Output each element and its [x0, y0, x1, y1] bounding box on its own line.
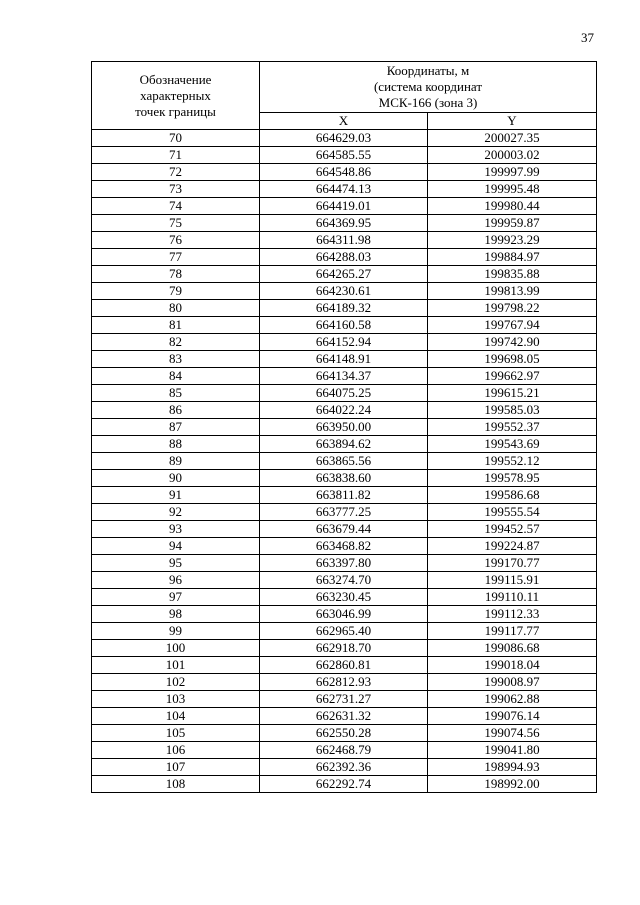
- y-coordinate-cell: 199959.87: [428, 215, 597, 232]
- y-coordinate-cell: 199452.57: [428, 521, 597, 538]
- y-coordinate-cell: 199008.97: [428, 674, 597, 691]
- y-coordinate-cell: 198994.93: [428, 759, 597, 776]
- y-coordinate-cell: 199835.88: [428, 266, 597, 283]
- coordinates-table: [91, 61, 597, 793]
- point-number-cell: 77: [92, 249, 260, 266]
- x-coordinate-cell: 663046.99: [260, 606, 428, 623]
- x-coordinate-cell: 663811.82: [260, 487, 428, 504]
- point-number-cell: 89: [92, 453, 260, 470]
- x-coordinate-cell: 662631.32: [260, 708, 428, 725]
- table-row: [92, 317, 597, 334]
- point-number-cell: 102: [92, 674, 260, 691]
- coordinates-header: [260, 62, 597, 113]
- point-number-cell: 96: [92, 572, 260, 589]
- table-row: [92, 776, 597, 793]
- table-row: [92, 283, 597, 300]
- table-row: [92, 385, 597, 402]
- point-header-line: точек границы: [135, 103, 216, 119]
- table-row: [92, 453, 597, 470]
- table-body: [92, 130, 597, 793]
- point-number-cell: 87: [92, 419, 260, 436]
- point-number-cell: 93: [92, 521, 260, 538]
- table-row: [92, 742, 597, 759]
- x-coordinate-cell: 663865.56: [260, 453, 428, 470]
- y-coordinate-cell: 199578.95: [428, 470, 597, 487]
- x-coordinate-cell: 663679.44: [260, 521, 428, 538]
- y-coordinate-cell: 199585.03: [428, 402, 597, 419]
- point-number-cell: 74: [92, 198, 260, 215]
- table-row: [92, 725, 597, 742]
- table-row: [92, 181, 597, 198]
- point-number-cell: 80: [92, 300, 260, 317]
- point-number-cell: 104: [92, 708, 260, 725]
- y-coordinate-cell: 199662.97: [428, 368, 597, 385]
- table-row: [92, 368, 597, 385]
- table-row: [92, 555, 597, 572]
- x-coordinate-cell: 662812.93: [260, 674, 428, 691]
- y-coordinate-cell: 199555.54: [428, 504, 597, 521]
- point-number-cell: 106: [92, 742, 260, 759]
- y-coordinate-cell: 199115.91: [428, 572, 597, 589]
- y-coordinate-cell: 199884.97: [428, 249, 597, 266]
- x-coordinate-cell: 662468.79: [260, 742, 428, 759]
- table-row: [92, 232, 597, 249]
- table-row: [92, 572, 597, 589]
- table-row: [92, 674, 597, 691]
- table-row: [92, 623, 597, 640]
- y-coordinate-cell: 199062.88: [428, 691, 597, 708]
- x-coordinate-cell: 664022.24: [260, 402, 428, 419]
- x-coordinate-cell: 664160.58: [260, 317, 428, 334]
- x-coordinate-cell: 664134.37: [260, 368, 428, 385]
- x-coordinate-cell: 663468.82: [260, 538, 428, 555]
- point-number-cell: 78: [92, 266, 260, 283]
- y-coordinate-cell: 199798.22: [428, 300, 597, 317]
- x-coordinate-cell: 663274.70: [260, 572, 428, 589]
- x-coordinate-cell: 664152.94: [260, 334, 428, 351]
- x-coordinate-cell: 664474.13: [260, 181, 428, 198]
- point-number-cell: 84: [92, 368, 260, 385]
- point-number-cell: 83: [92, 351, 260, 368]
- x-coordinate-cell: 663950.00: [260, 419, 428, 436]
- table-row: [92, 759, 597, 776]
- point-number-cell: 79: [92, 283, 260, 300]
- table-row: [92, 419, 597, 436]
- table-row: [92, 147, 597, 164]
- table-row: [92, 266, 597, 283]
- x-coordinate-cell: 662550.28: [260, 725, 428, 742]
- point-number-cell: 76: [92, 232, 260, 249]
- y-coordinate-cell: 199112.33: [428, 606, 597, 623]
- y-column-header: Y: [428, 113, 597, 130]
- coord-header-line: (система координат: [373, 79, 483, 94]
- point-number-cell: 100: [92, 640, 260, 657]
- x-coordinate-cell: 662918.70: [260, 640, 428, 657]
- point-header-line: характерных: [140, 87, 211, 103]
- y-coordinate-cell: 199615.21: [428, 385, 597, 402]
- point-number-cell: 99: [92, 623, 260, 640]
- page-number: 37: [581, 30, 594, 45]
- point-number-cell: 97: [92, 589, 260, 606]
- point-number-cell: 90: [92, 470, 260, 487]
- y-coordinate-cell: 199170.77: [428, 555, 597, 572]
- y-coordinate-cell: 199552.12: [428, 453, 597, 470]
- point-number-cell: 107: [92, 759, 260, 776]
- table-row: [92, 164, 597, 181]
- y-coordinate-cell: 199586.68: [428, 487, 597, 504]
- x-coordinate-cell: 663838.60: [260, 470, 428, 487]
- y-coordinate-cell: 199923.29: [428, 232, 597, 249]
- x-coordinate-cell: 664075.25: [260, 385, 428, 402]
- x-coordinate-cell: 664148.91: [260, 351, 428, 368]
- point-number-cell: 105: [92, 725, 260, 742]
- x-coordinate-cell: 664189.32: [260, 300, 428, 317]
- y-coordinate-cell: 199074.56: [428, 725, 597, 742]
- x-coordinate-cell: 663894.62: [260, 436, 428, 453]
- coord-header-line: Координаты, м: [386, 63, 470, 78]
- y-coordinate-cell: 199742.90: [428, 334, 597, 351]
- point-number-cell: 85: [92, 385, 260, 402]
- x-coordinate-cell: 664548.86: [260, 164, 428, 181]
- y-coordinate-cell: 199997.99: [428, 164, 597, 181]
- table-row: [92, 504, 597, 521]
- point-header-line: Обозначение: [139, 71, 212, 87]
- x-coordinate-cell: 662965.40: [260, 623, 428, 640]
- x-coordinate-cell: 663777.25: [260, 504, 428, 521]
- point-number-cell: 98: [92, 606, 260, 623]
- point-number-cell: 73: [92, 181, 260, 198]
- y-coordinate-cell: 199041.80: [428, 742, 597, 759]
- x-coordinate-cell: 664585.55: [260, 147, 428, 164]
- y-coordinate-cell: 199117.77: [428, 623, 597, 640]
- table-row: [92, 589, 597, 606]
- x-coordinate-cell: 664369.95: [260, 215, 428, 232]
- x-coordinate-cell: 662292.74: [260, 776, 428, 793]
- table-row: [92, 436, 597, 453]
- table-row: [92, 538, 597, 555]
- y-coordinate-cell: 199224.87: [428, 538, 597, 555]
- x-coordinate-cell: 664311.98: [260, 232, 428, 249]
- y-coordinate-cell: 199980.44: [428, 198, 597, 215]
- point-number-cell: 75: [92, 215, 260, 232]
- x-coordinate-cell: 664629.03: [260, 130, 428, 147]
- table-header: [92, 62, 597, 130]
- y-coordinate-cell: 199543.69: [428, 436, 597, 453]
- table-row: [92, 657, 597, 674]
- point-number-cell: 91: [92, 487, 260, 504]
- table-row: [92, 351, 597, 368]
- table-row: [92, 215, 597, 232]
- point-number-cell: 71: [92, 147, 260, 164]
- x-coordinate-cell: 662392.36: [260, 759, 428, 776]
- table-row: [92, 521, 597, 538]
- y-coordinate-cell: 199552.37: [428, 419, 597, 436]
- table-row: [92, 606, 597, 623]
- x-coordinate-cell: 664419.01: [260, 198, 428, 215]
- coord-header-line: МСК-166 (зона 3): [378, 95, 478, 110]
- point-number-cell: 81: [92, 317, 260, 334]
- table-row: [92, 198, 597, 215]
- point-number-cell: 86: [92, 402, 260, 419]
- y-coordinate-cell: 200003.02: [428, 147, 597, 164]
- x-coordinate-cell: 662860.81: [260, 657, 428, 674]
- y-coordinate-cell: 199767.94: [428, 317, 597, 334]
- y-coordinate-cell: 199698.05: [428, 351, 597, 368]
- x-coordinate-cell: 663397.80: [260, 555, 428, 572]
- y-coordinate-cell: 200027.35: [428, 130, 597, 147]
- point-number-cell: 101: [92, 657, 260, 674]
- point-number-cell: 82: [92, 334, 260, 351]
- table-row: [92, 708, 597, 725]
- x-column-header: X: [260, 113, 428, 130]
- y-coordinate-cell: 199813.99: [428, 283, 597, 300]
- table-row: [92, 691, 597, 708]
- x-coordinate-cell: 664230.61: [260, 283, 428, 300]
- table-row: [92, 249, 597, 266]
- point-number-cell: 95: [92, 555, 260, 572]
- table-row: [92, 300, 597, 317]
- table-row: [92, 402, 597, 419]
- y-coordinate-cell: 199086.68: [428, 640, 597, 657]
- table-row: [92, 640, 597, 657]
- point-number-cell: 88: [92, 436, 260, 453]
- table-row: [92, 130, 597, 147]
- y-coordinate-cell: 199018.04: [428, 657, 597, 674]
- table-row: [92, 487, 597, 504]
- table-row: [92, 334, 597, 351]
- x-coordinate-cell: 663230.45: [260, 589, 428, 606]
- point-number-cell: 103: [92, 691, 260, 708]
- y-coordinate-cell: 199076.14: [428, 708, 597, 725]
- table-row: [92, 470, 597, 487]
- x-coordinate-cell: 664288.03: [260, 249, 428, 266]
- point-number-cell: 72: [92, 164, 260, 181]
- x-coordinate-cell: 662731.27: [260, 691, 428, 708]
- y-coordinate-cell: 199110.11: [428, 589, 597, 606]
- point-designation-header: [92, 62, 260, 130]
- point-number-cell: 92: [92, 504, 260, 521]
- point-number-cell: 108: [92, 776, 260, 793]
- y-coordinate-cell: 199995.48: [428, 181, 597, 198]
- x-coordinate-cell: 664265.27: [260, 266, 428, 283]
- point-number-cell: 70: [92, 130, 260, 147]
- point-number-cell: 94: [92, 538, 260, 555]
- y-coordinate-cell: 198992.00: [428, 776, 597, 793]
